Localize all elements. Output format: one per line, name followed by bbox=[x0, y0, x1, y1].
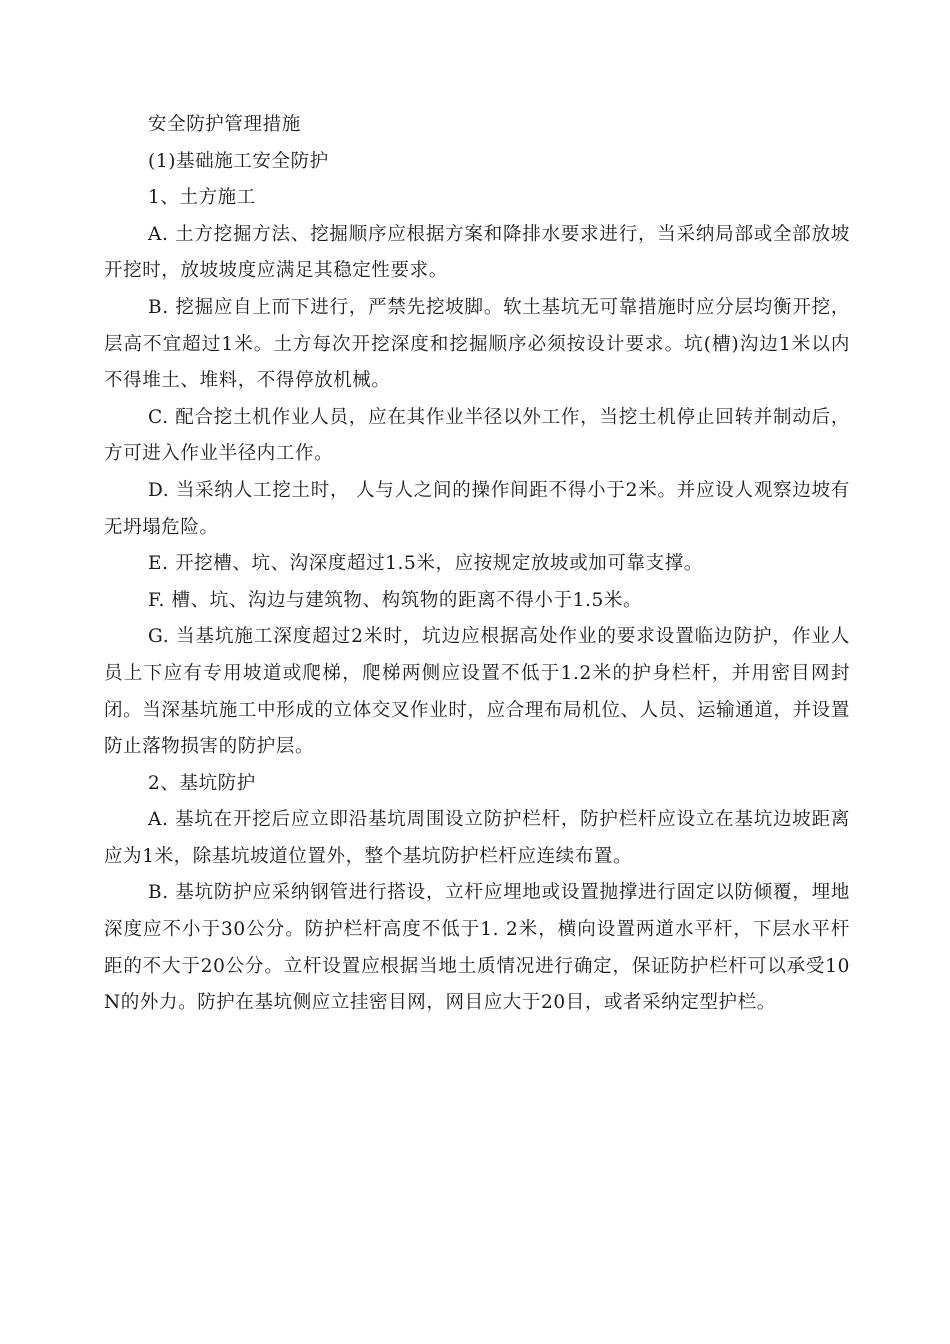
section-heading: (1)基础施工安全防护 bbox=[148, 150, 329, 172]
subsection-heading-earthwork: 1、土方施工 bbox=[148, 187, 256, 209]
paragraph-1d: D. 当采纳人工挖土时， 人与人之间的操作间距不得小于2米。并应设人观察边坡有无坍塌危险。 bbox=[104, 479, 850, 538]
document-body bbox=[104, 107, 850, 1022]
paragraph-1f: F. 槽、坑、沟边与建筑物、构筑物的距离不得小于1.5米。 bbox=[148, 589, 643, 611]
document-title: 安全防护管理措施 bbox=[148, 114, 301, 135]
paragraph-2b: B. 基坑防护应采纳钢管进行搭设，立杆应埋地或设置抛撑进行固定以防倾覆，埋地深度应不小于30公分。防护栏杆高度不低于1. 2米，横向设置两道水平杆，下层水平杆距的不大于20公分。立杆设置应根据当地土质情况进行确定，保证防护栏杆可以承受10N的外力。防护在基坑侧应立挂密目网，网目应大于20目，或者采纳定型护栏。 bbox=[104, 882, 850, 1014]
paragraph-2a: A. 基坑在开挖后应立即沿基坑周围设立防护栏杆，防护栏杆应设立在基坑边坡距离应为1米，除基坑坡道位置外，整个基坑防护栏杆应连续布置。 bbox=[104, 809, 850, 867]
paragraph-1e: E. 开挖槽、坑、沟深度超过1.5米，应按规定放坡或加可靠支撑。 bbox=[148, 553, 703, 575]
paragraph-1a: A. 土方挖掘方法、挖掘顺序应根据方案和降排水要求进行，当采纳局部或全部放坡开挖时，放坡坡度应满足其稳定性要求。 bbox=[104, 223, 850, 282]
paragraph-1g: G. 当基坑施工深度超过2米时，坑边应根据高处作业的要求设置临边防护，作业人员上下应有专用坡道或爬梯，爬梯两侧应设置不低于1.2米的护身栏杆，并用密目网封闭。当深基坑施工中形成的立体交叉作业时，应合理布局机位、人员、运输通道，并设置防止落物损害的防护层。 bbox=[104, 626, 850, 758]
paragraph-1b: B. 挖掘应自上而下进行，严禁先挖坡脚。软土基坑无可靠措施时应分层均衡开挖，层高不宜超过1米。土方每次开挖深度和挖掘顺序必须按设计要求。坑(槽)沟边1米以内不得堆土、堆料，不得停放机械。 bbox=[104, 296, 850, 392]
paragraph-1c: C. 配合挖土机作业人员，应在其作业半径以外工作，当挖土机停止回转并制动后，方可进入作业半径内工作。 bbox=[104, 406, 850, 465]
subsection-heading-pit-protection: 2、基坑防护 bbox=[148, 772, 256, 794]
